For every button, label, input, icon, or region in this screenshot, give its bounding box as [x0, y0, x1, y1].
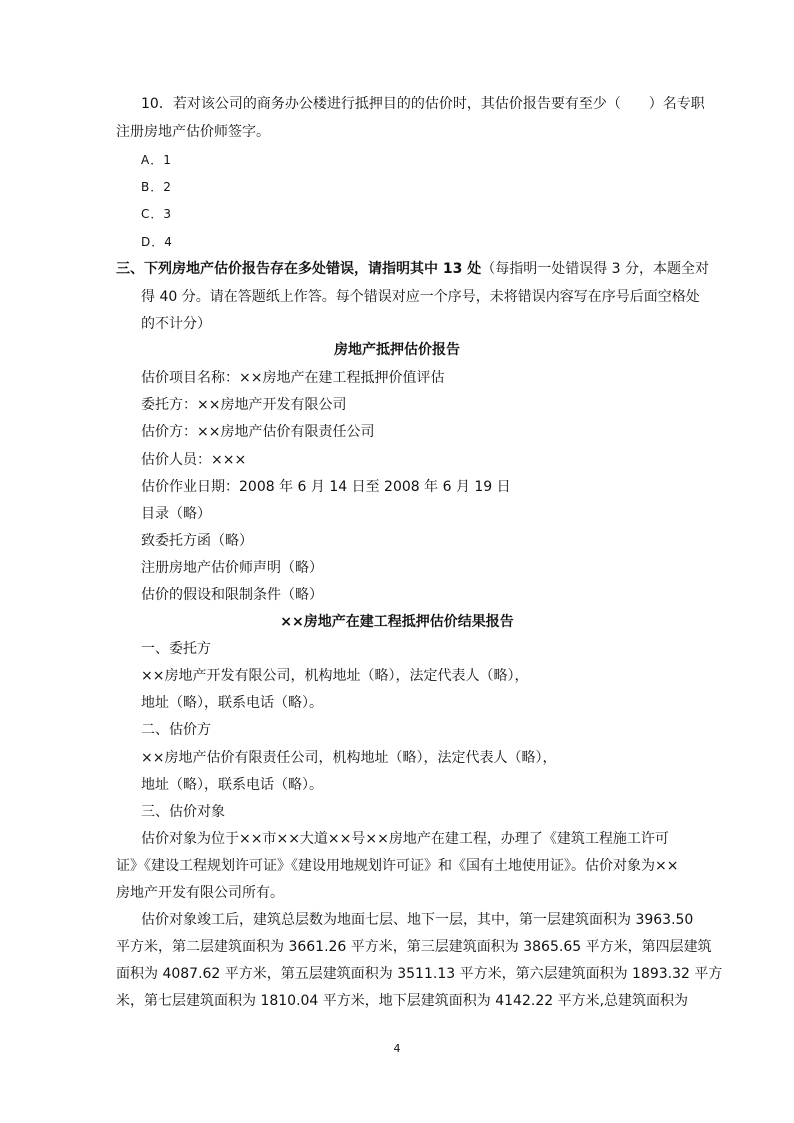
q10-option-a: A．1 — [141, 153, 172, 167]
section3-heading-num: 13 — [438, 261, 468, 277]
p1-line-3: 房地产开发有限公司所有。 — [116, 885, 284, 901]
section3-line-3: 的不计分） — [141, 316, 211, 332]
q10-line-1: 10．若对该公司的商务办公楼进行抵押目的的估价时，其估价报告要有至少（ ）名专职 — [141, 96, 705, 112]
p2-line-4: 米，第七层建筑面积为 1810.04 平方米，地下层建筑面积为 4142.22 平方米,总建筑面积为 — [116, 993, 689, 1009]
report-client: 委托方：××房地产开发有限公司 — [141, 397, 347, 413]
report-assumptions: 估价的假设和限制条件（略） — [141, 587, 323, 603]
q10-option-d: D．4 — [141, 235, 173, 249]
report-letter: 致委托方函（略） — [141, 533, 253, 549]
s1-line-1: ××房地产开发有限公司，机构地址（略），法定代表人（略）， — [141, 668, 529, 684]
s2-heading: 二、估价方 — [141, 722, 211, 738]
section3-heading-bold-2: 处 — [467, 261, 482, 277]
page-number: 4 — [393, 1042, 401, 1055]
report-project-name: 估价项目名称：××房地产在建工程抵押价值评估 — [141, 370, 445, 386]
section3-heading — [116, 259, 709, 279]
p2-line-2: 平方米，第二层建筑面积为 3661.26 平方米，第三层建筑面积为 3865.65 平方米，第四层建筑 — [116, 939, 712, 955]
s1-heading: 一、委托方 — [141, 641, 211, 657]
result-report-title: ××房地产在建工程抵押估价结果报告 — [280, 614, 514, 630]
report-staff: 估价人员：××× — [141, 452, 247, 468]
p2-line-1: 估价对象竣工后，建筑总层数为地面七层、地下一层，其中，第一层建筑面积为 3963.50 — [141, 912, 694, 928]
q10-line-2: 注册房地产估价师签字。 — [116, 124, 270, 140]
s2-line-2: 地址（略），联系电话（略）。 — [141, 777, 323, 793]
report-statement: 注册房地产估价师声明（略） — [141, 560, 323, 576]
p1-line-2: 证》《建设工程规划许可证》《建设用地规划许可证》和《国有土地使用证》。估价对象为×× — [116, 858, 679, 874]
s3-heading: 三、估价对象 — [141, 804, 225, 820]
section3-heading-bold-1: 三、下列房地产估价报告存在多处错误，请指明其中 — [116, 261, 438, 277]
p1-line-1: 估价对象为位于××市××大道××号××房地产在建工程，办理了《建筑工程施工许可 — [141, 831, 669, 847]
report-appraiser: 估价方：××房地产估价有限责任公司 — [141, 424, 375, 440]
section3-line-2: 得 40 分。请在答题纸上作答。每个错误对应一个序号，未将错误内容写在序号后面空格处 — [141, 289, 700, 305]
q10-option-b: B．2 — [141, 180, 172, 194]
report-toc: 目录（略） — [141, 506, 211, 522]
p2-line-3: 面积为 4087.62 平方米，第五层建筑面积为 3511.13 平方米，第六层建筑面积为 1893.32 平方 — [116, 966, 723, 982]
s1-line-2: 地址（略），联系电话（略）。 — [141, 695, 323, 711]
s2-line-1: ××房地产估价有限责任公司，机构地址（略），法定代表人（略）， — [141, 750, 557, 766]
section3-heading-rest: （每指明一处错误得 3 分，本题全对 — [481, 261, 710, 277]
report-work-date: 估价作业日期：2008 年 6 月 14 日至 2008 年 6 月 19 日 — [141, 479, 511, 495]
q10-option-c: C．3 — [141, 207, 173, 221]
report-title: 房地产抵押估价报告 — [334, 342, 460, 358]
